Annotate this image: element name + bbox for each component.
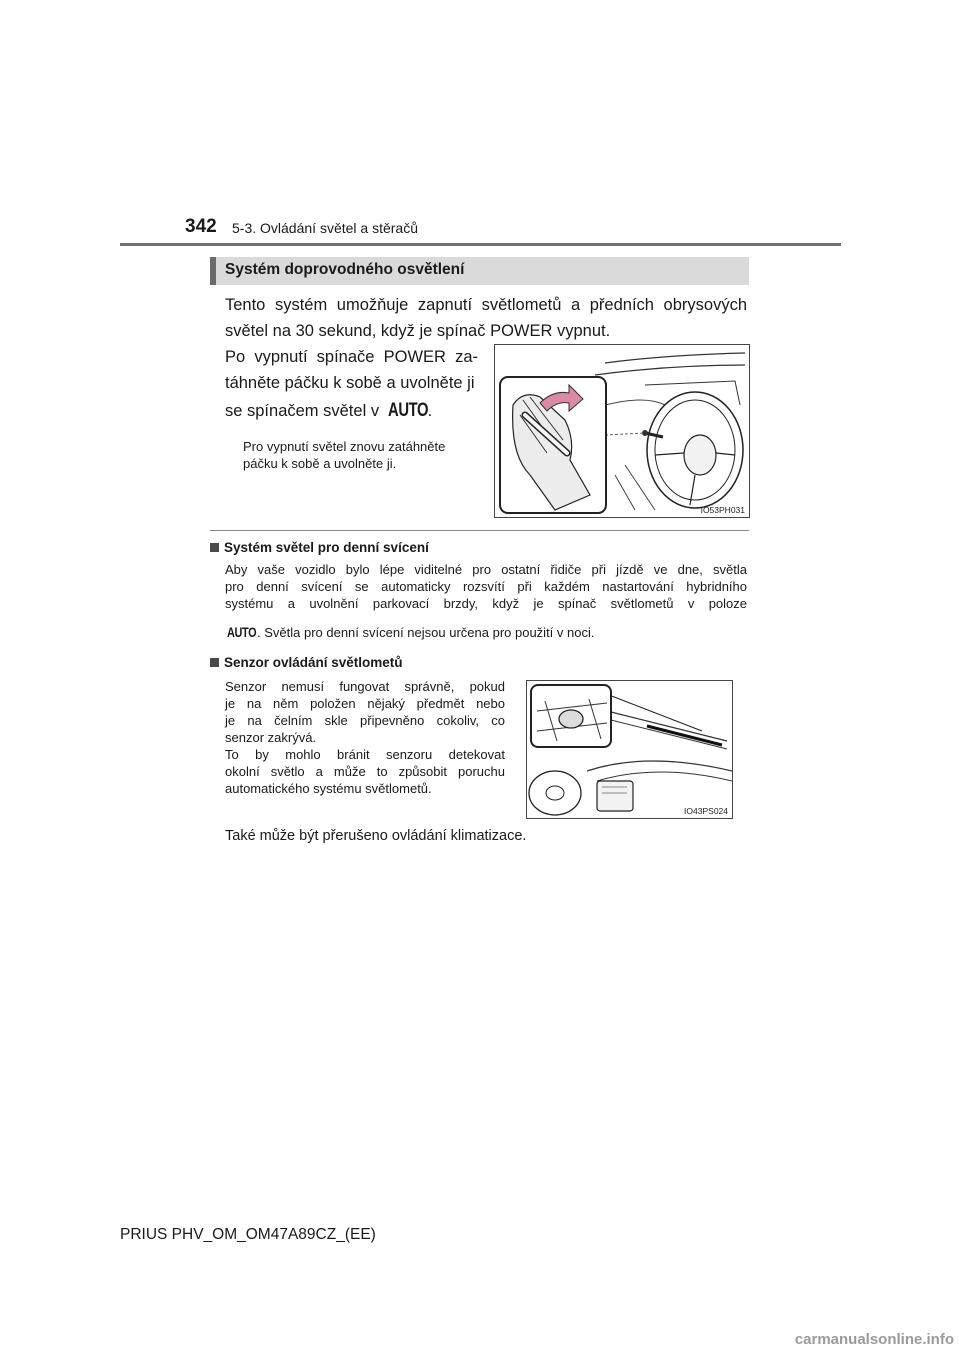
sensor-p2-line-3: automatického systému světlometů. <box>225 781 432 796</box>
page-number: 342 <box>185 216 217 237</box>
banner-bar <box>210 257 216 285</box>
drl-line-1: Aby vaše vozidlo bylo lépe viditelné pro ostatní řidiče při jízdě ve dne, světla <box>225 562 747 577</box>
drl-line-4-text: . Světla pro denní svícení nejsou určena pro použití v noci. <box>257 625 595 640</box>
sensor-drawing <box>527 681 732 818</box>
drl-heading-text: Systém světel pro denní svícení <box>224 540 429 555</box>
sensor-heading <box>210 655 403 670</box>
watermark: carmanualsonline.info <box>794 1331 954 1348</box>
intro-line-2: světel na 30 sekund, když je spínač POWER vypnut. <box>225 322 611 340</box>
step-line-1: Po vypnutí spínače POWER za- <box>225 348 478 366</box>
section-title: Systém doprovodného osvětlení <box>225 261 465 278</box>
lever-drawing <box>495 345 749 517</box>
auto-symbol: AUTO <box>387 400 428 421</box>
header-rule <box>120 243 841 246</box>
sensor-p1-line-2: je na něm položen nějaký předmět nebo <box>225 696 505 711</box>
drl-line-3: systému a uvolnění parkovací brzdy, když je spínač světlometů v poloze <box>225 596 747 611</box>
figure-lever-illustration <box>494 344 750 518</box>
note-line-1: Pro vypnutí světel znovu zatáhněte <box>243 439 446 454</box>
drl-auto-symbol: AUTO <box>227 624 257 640</box>
sensor-also: Také může být přerušeno ovládání klimatizace. <box>225 828 527 844</box>
bullet-square-icon <box>210 543 219 552</box>
step-line-3 <box>225 398 485 424</box>
drl-line-2: pro denní svícení se automaticky rozsvítí při každém nastartování hybridního <box>225 579 747 594</box>
intro-line-1: Tento systém umožňuje zapnutí světlometů a předních obrysových <box>225 296 747 314</box>
figure-code-1: IO53PH031 <box>700 505 745 515</box>
drl-heading <box>210 540 429 555</box>
figure-code-2: IO43PS024 <box>684 806 728 816</box>
step-line-3-period: . <box>427 402 433 420</box>
sensor-heading-text: Senzor ovládání světlometů <box>224 655 403 670</box>
bullet-square-icon <box>210 658 219 667</box>
sensor-p1-line-3: je na čelním skle připevněno cokoliv, co <box>225 713 505 728</box>
section-label: 5-3. Ovládání světel a stěračů <box>232 220 418 236</box>
sensor-p1-line-4: senzor zakrývá. <box>225 730 317 745</box>
step-line-2: táhněte páčku k sobě a uvolněte ji <box>225 374 475 392</box>
drl-line-4 <box>227 624 747 641</box>
step-line-3-text: se spínačem světel v <box>225 402 380 420</box>
sensor-p2-line-1: To by mohlo bránit senzoru detekovat <box>225 747 505 762</box>
sensor-p1-line-1: Senzor nemusí fungovat správně, pokud <box>225 679 505 694</box>
figure-sensor-illustration <box>526 680 733 819</box>
section-banner <box>210 257 749 285</box>
section-divider <box>210 530 749 531</box>
note-line-2: páčku k sobě a uvolněte ji. <box>243 456 397 471</box>
sensor-p2-line-2: okolní světlo a může to způsobit poruchu <box>225 764 505 779</box>
doc-code: PRIUS PHV_OM_OM47A89CZ_(EE) <box>120 1226 376 1243</box>
